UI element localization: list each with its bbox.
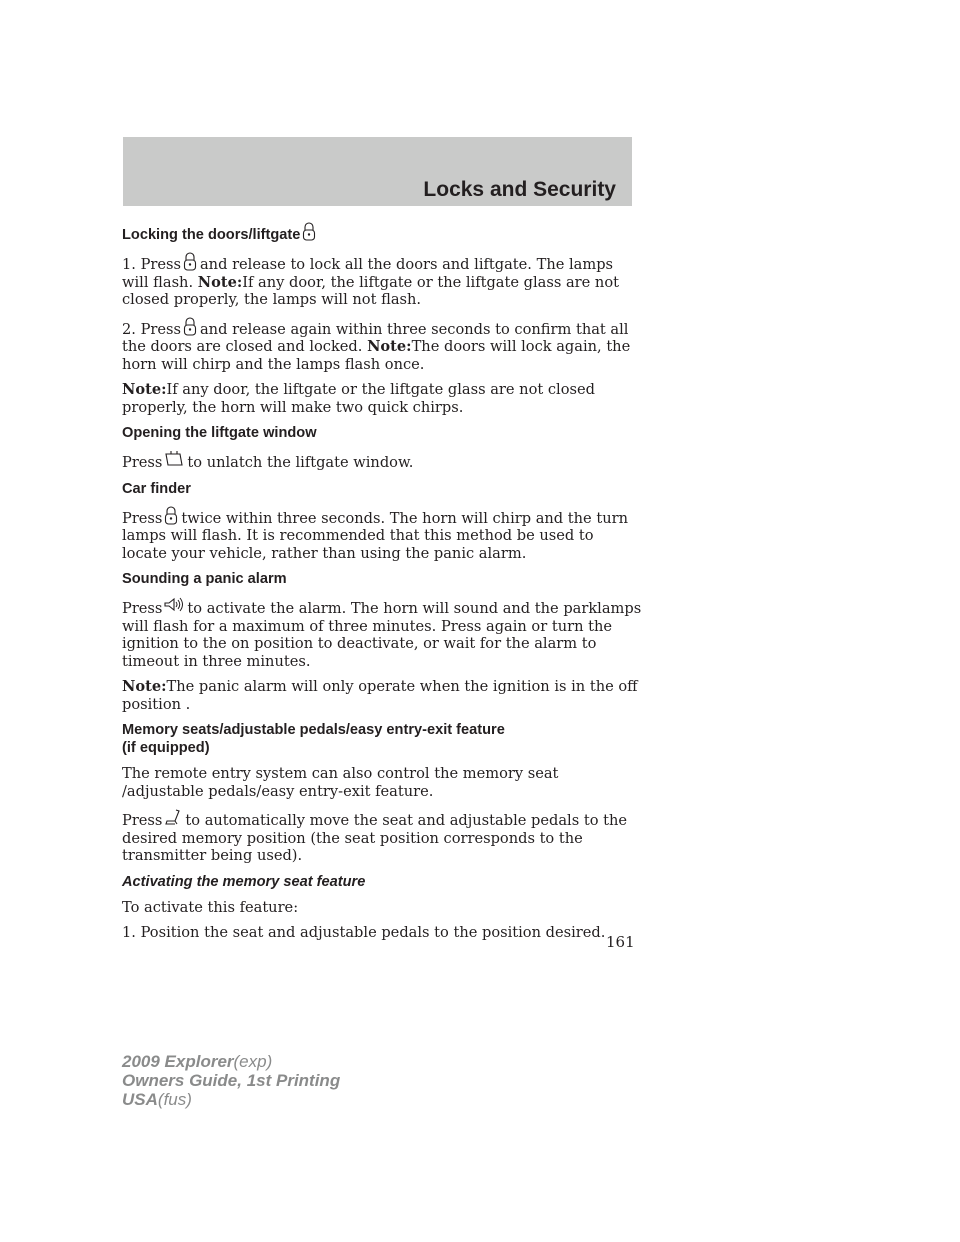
liftgate-glass-icon (163, 450, 185, 469)
print-footer (122, 1052, 340, 1109)
panic-horn-icon (163, 596, 185, 615)
locking-note: Note:If any door, the liftgate or the liftgate glass are not closed properly, the horn will make two quick chirps. (122, 381, 595, 416)
panic-note: Note:The panic alarm will only operate when the ignition is in the off position . (122, 678, 638, 713)
panic-heading: Sounding a panic alarm (122, 571, 287, 587)
panic-text: Press to activate the alarm. The horn will sound and the parklamps will flash for a maximum of three minutes. Press again or turn the ignition to the on position to deactivate, or wait for the alarm to timeout in three minutes. (122, 596, 642, 670)
memory-heading: Memory seats/adjustable pedals/easy entry-exit feature (if equipped) (122, 722, 505, 756)
lock-icon (301, 222, 317, 241)
liftgate-window-heading: Opening the liftgate window (122, 425, 317, 441)
locking-step-2: 2. Press and release again within three seconds to confirm that all the doors are closed and locked. Note:The doors will lock again, the horn will chirp and the lamps flash once. (122, 317, 642, 374)
activate-memory-step-1: 1. Position the seat and adjustable pedals to the position desired. (122, 924, 606, 941)
memory-text: Press to automatically move the seat and adjustable pedals to the desired memory position (the seat position corresponds to the transmitter being used). (122, 808, 642, 865)
footer-line-model: 2009 Explorer(exp) (122, 1052, 273, 1071)
locking-heading: Locking the doors/liftgate (122, 222, 642, 244)
liftgate-window-text: Press to unlatch the liftgate window. (122, 450, 642, 472)
memory-seat-icon (163, 808, 183, 827)
lock-icon (163, 506, 179, 525)
locking-step-1: 1. Press and release to lock all the doors and liftgate. The lamps will flash. Note:If any door, the liftgate or the liftgate glass are not closed properly, the lamps will not flash. (122, 252, 642, 309)
memory-intro: The remote entry system can also control the memory seat /adjustable pedals/easy entry-exit feature. (122, 765, 559, 800)
note-label: Note: (122, 381, 167, 398)
section-header-band (123, 137, 632, 206)
lock-icon (182, 317, 198, 336)
lock-icon (182, 252, 198, 271)
page-content (122, 222, 642, 950)
activate-memory-intro: To activate this feature: (122, 898, 299, 916)
car-finder-heading: Car finder (122, 480, 191, 497)
footer-line-guide: Owners Guide, 1st Printing (122, 1071, 341, 1090)
footer-line-region: USA(fus) (122, 1090, 192, 1109)
car-finder-text: Press twice within three seconds. The horn will chirp and the turn lamps will flash. It is recommended that this method be used to locate your vehicle, rather than using the panic alarm. (122, 506, 642, 563)
activate-memory-heading: Activating the memory seat feature (122, 873, 366, 890)
section-title: Locks and Security (423, 178, 616, 201)
note-label: Note: (122, 678, 167, 695)
note-label: Note: (197, 273, 243, 291)
page-number: 161 (606, 933, 635, 951)
note-label: Note: (367, 338, 412, 355)
